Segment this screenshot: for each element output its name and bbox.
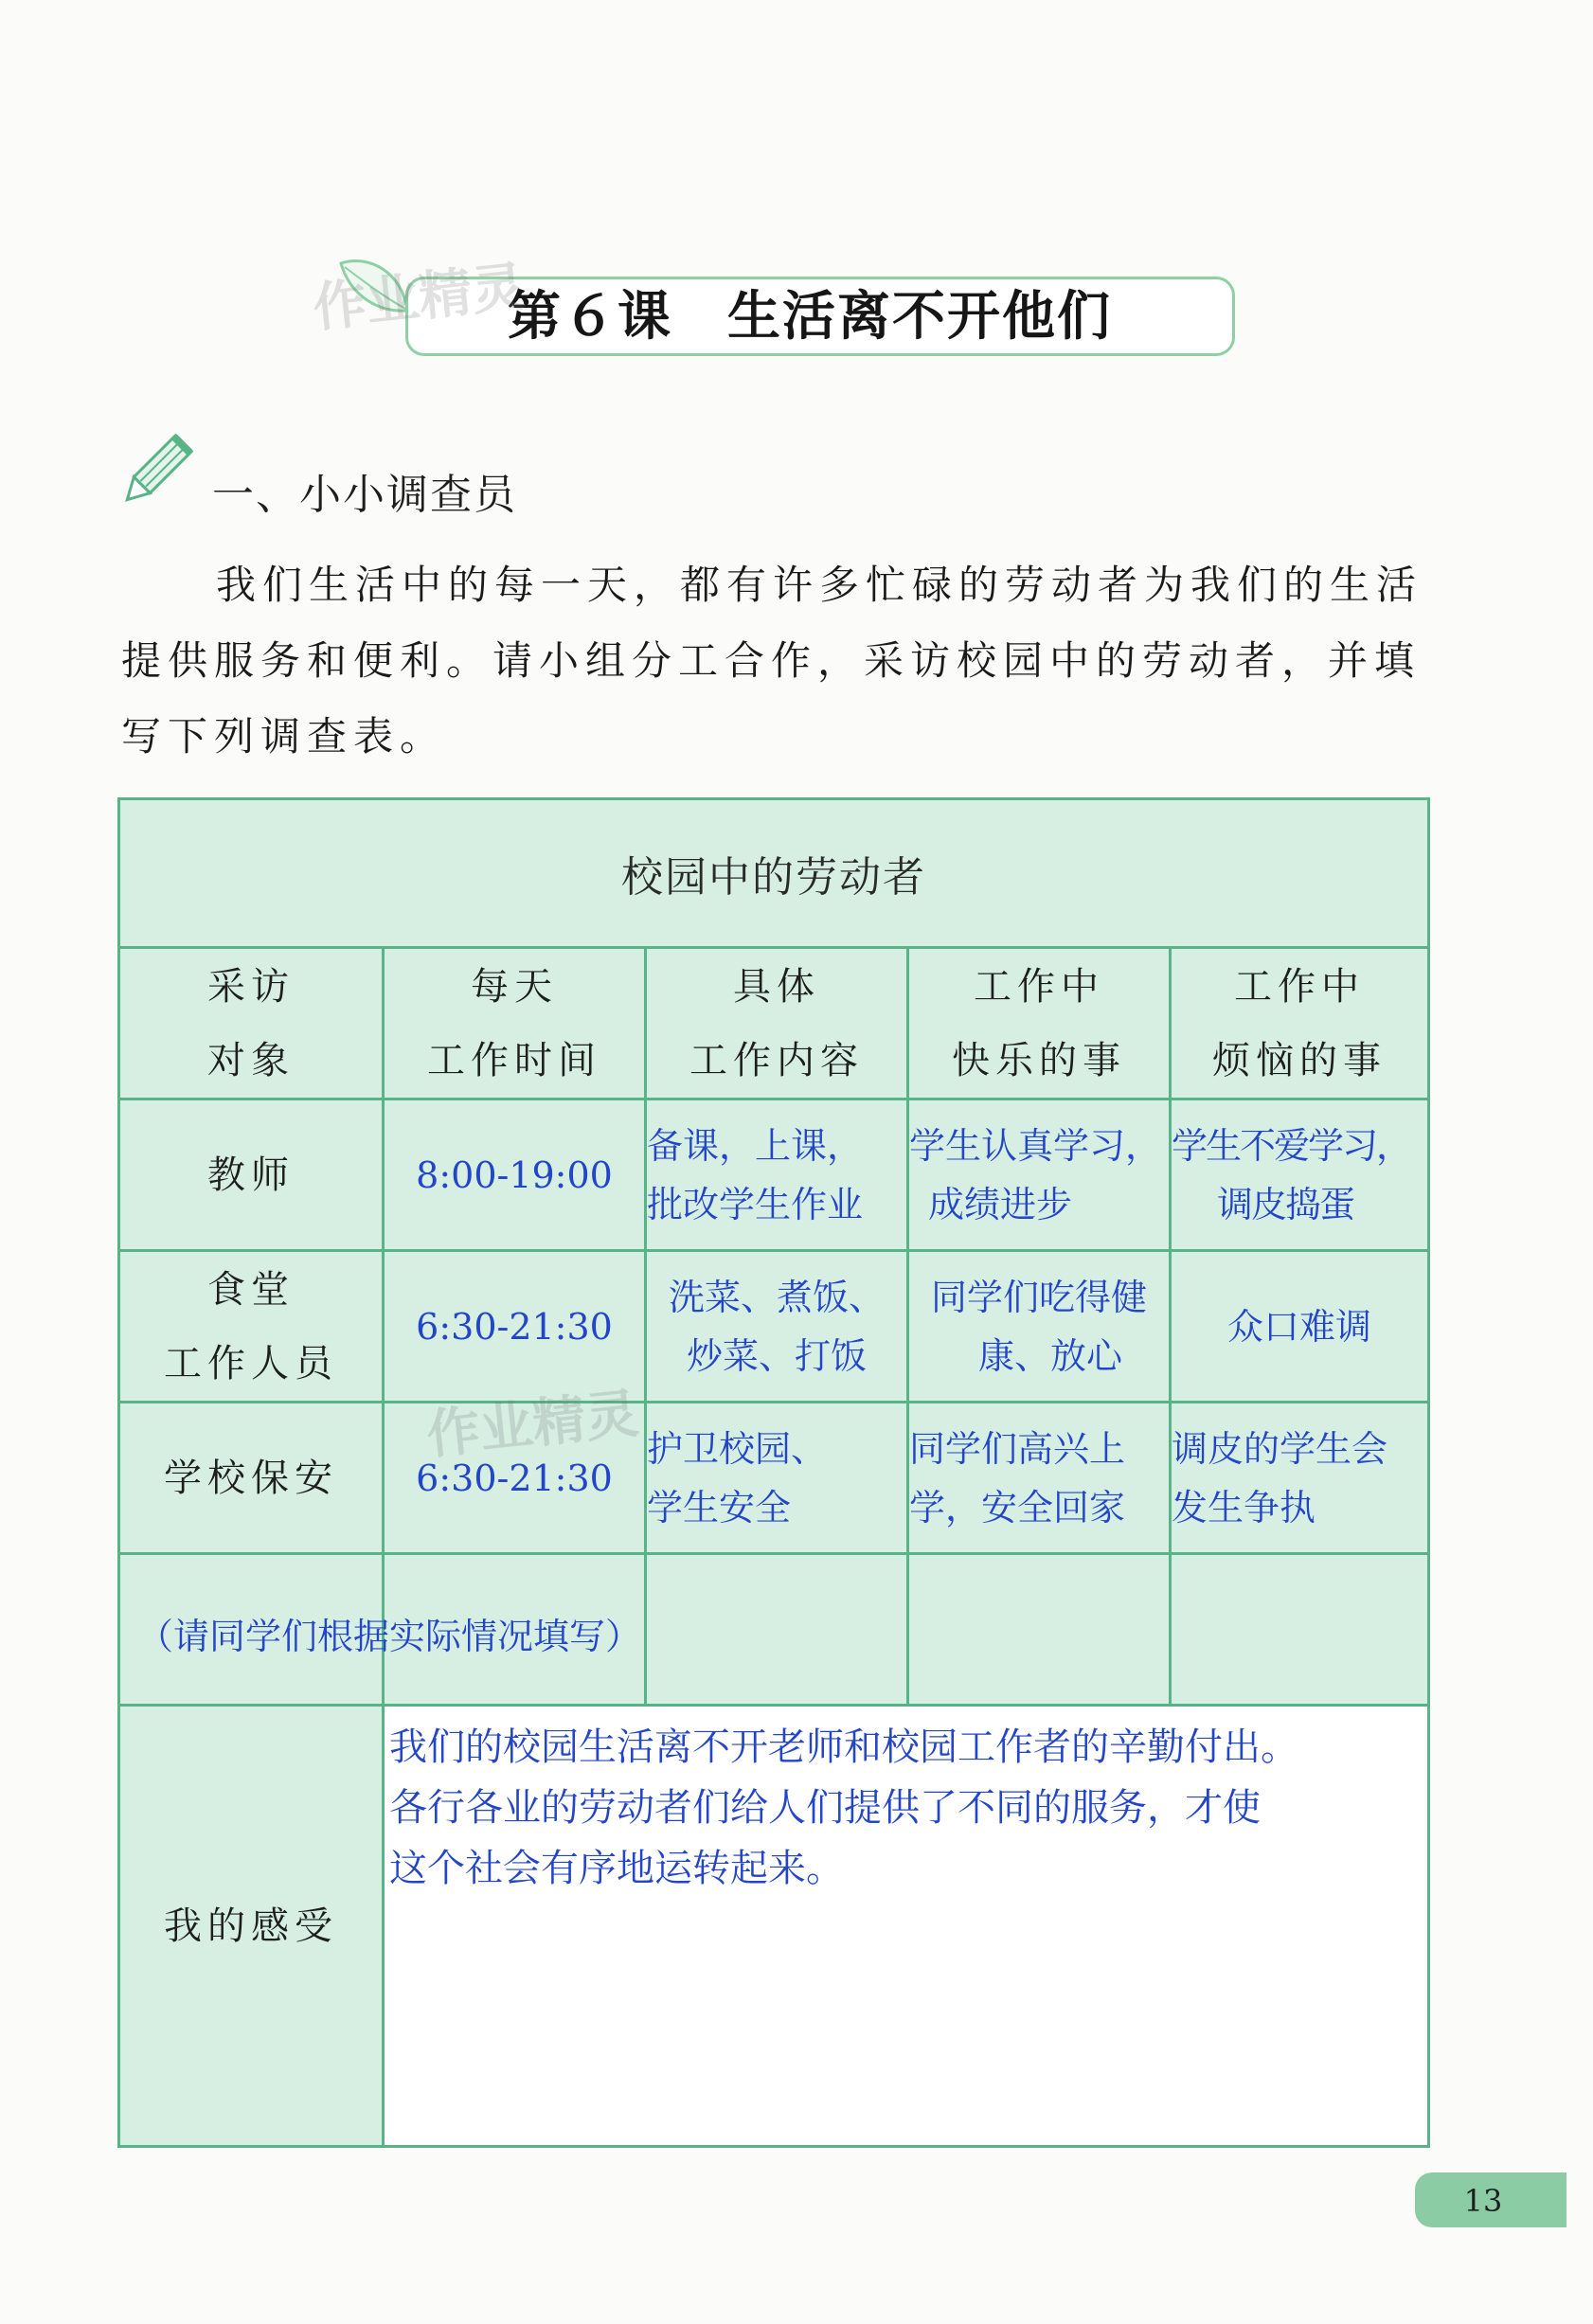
row-guard-time: 6:30-21:30 xyxy=(416,1457,613,1499)
row-guard-happy: 同学们高兴上 学，安全回家 xyxy=(909,1427,1126,1528)
row-teacher-happy: 学生认真学习， 成绩进步 xyxy=(909,1124,1162,1225)
row-guard-trouble: 调皮的学生会 发生争执 xyxy=(1172,1427,1388,1528)
row-teacher-content: 备课，上课， 批改学生作业 xyxy=(647,1124,864,1225)
row-canteen-subject: 食堂 工作人员 xyxy=(164,1267,338,1385)
row-guard-subject: 学校保安 xyxy=(164,1456,338,1500)
pencil-icon xyxy=(112,428,199,515)
watermark: 作业精灵 xyxy=(310,256,528,340)
row-canteen-happy: 同学们吃得健 康、放心 xyxy=(930,1276,1147,1377)
header-trouble: 工作中 烦恼的事 xyxy=(1212,964,1387,1082)
survey-table xyxy=(117,797,1430,2148)
table-title: 校园中的劳动者 xyxy=(621,853,926,902)
page-number: 13 xyxy=(1463,2183,1503,2219)
feeling-text: 我们的校园生活离不开老师和校园工作者的辛勤付出。 各行各业的劳动者们给人们提供了不同的服务，才使 这个社会有序地运转起来。 xyxy=(389,1725,1298,1890)
row-canteen-content: 洗菜、煮饭、 炒菜、打饭 xyxy=(668,1276,885,1377)
feeling-label: 我的感受 xyxy=(164,1904,338,1948)
section-heading: 一、小小调查员 xyxy=(212,471,517,519)
header-happy: 工作中 快乐的事 xyxy=(952,964,1126,1082)
header-time: 每天 工作时间 xyxy=(427,964,601,1082)
intro-paragraph: 我们生活中的每一天，都有许多忙碌的劳动者为我们的生活提供服务和便利。请小组分工合作，采访校园中的劳动者，并填写下列调查表。 xyxy=(121,562,1423,760)
row-teacher-subject: 教师 xyxy=(207,1153,295,1197)
header-subject: 采访 对象 xyxy=(207,964,295,1082)
header-content: 具体 工作内容 xyxy=(689,964,864,1082)
row-teacher-time: 8:00-19:00 xyxy=(416,1153,613,1196)
row-canteen-time: 6:30-21:30 xyxy=(416,1305,613,1348)
lesson-title: 第６课 生活离不开他们 xyxy=(508,285,1112,348)
row-teacher-trouble: 学生不爱学习， 调皮捣蛋 xyxy=(1172,1124,1411,1225)
watermark-2: 作业精灵 xyxy=(423,1383,642,1467)
blank-row-note: （请同学们根据实际情况填写） xyxy=(137,1616,642,1657)
row-guard-content: 护卫校园、 学生安全 xyxy=(647,1427,828,1528)
row-canteen-trouble: 众口难调 xyxy=(1226,1305,1371,1348)
